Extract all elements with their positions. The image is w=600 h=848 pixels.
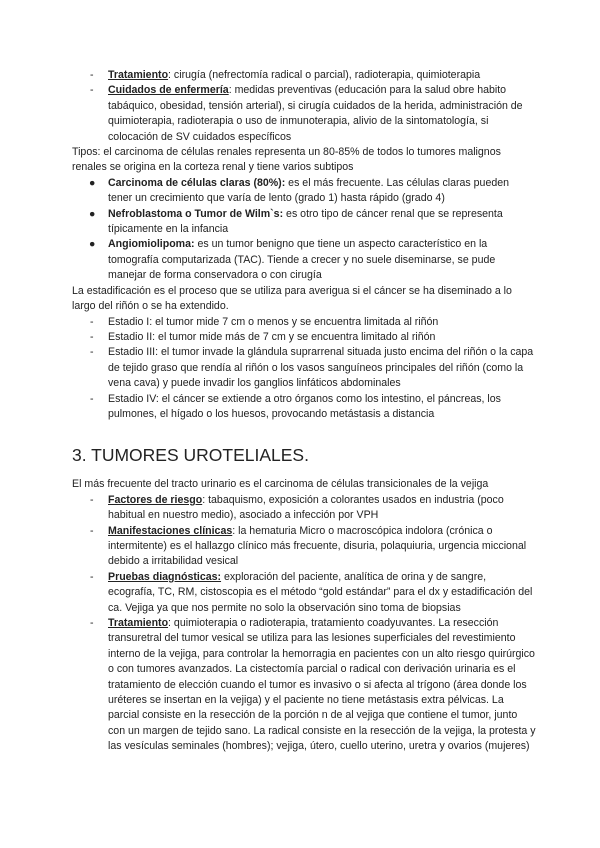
list-item — [72, 315, 536, 330]
list-item — [72, 207, 536, 238]
list-item — [72, 524, 536, 570]
tipos-intro: Tipos: el carcinoma de células renales representa un 80-85% de todos lo tumores malignos renales se origina en la corteza renal y tiene varios subtipos — [72, 146, 501, 174]
dash-marker: - — [90, 84, 94, 97]
item-text: : la hematuria Micro o macroscópica indolora (crónica o intermitente) es el hallazgo clínico más frecuente, disuria, polaquiuria, urgencia miccional debido a irritabilidad vesical — [108, 524, 527, 568]
list-item — [72, 345, 536, 391]
item-label: Tratamiento — [108, 69, 169, 81]
item-text: Estadio IV: el cáncer se extiende a otro órganos como los intestino, el páncreas, los pulmones, el hígado o los huesos, provocando metástasis a distancia — [108, 392, 501, 420]
item-text: es otro tipo de cáncer renal que se representa típicamente en la infancia — [108, 207, 503, 236]
estadificacion-intro: La estadificación es el proceso que se utiliza para averigua si el cáncer se ha diseminado a lo largo del riñón o se ha extendido. — [72, 284, 512, 313]
item-label: Pruebas diagnósticas: — [108, 570, 222, 583]
dash-marker: - — [90, 493, 94, 506]
item-text: exploración del paciente, analítica de orina y de sangre, ecografía, TC, RM, cistoscopia es el método “gold estándar” para el dx y estadificación del ca. Vejiga ya que nos permite no solo la observación sino toma de biopsias — [108, 570, 533, 614]
list-item — [72, 237, 536, 283]
item-label: Carcinoma de células claras (80%): — [108, 176, 286, 189]
item-text: Estadio I: el tumor mide 7 cm o menos y se encuentra limitada al riñón — [108, 315, 439, 328]
bullet-icon: ● — [89, 207, 96, 220]
dash-marker: - — [90, 315, 94, 328]
dash-marker: - — [90, 392, 94, 405]
section-heading: 3. TUMORES UROTELIALES. — [72, 445, 309, 466]
item-text: es un tumor benigno que tiene un aspecto característico en la tomografía computarizada (TAC). Tiende a crecer y no suele diseminarse, se pude manejar de forma conservadora o con cirugía — [108, 238, 496, 282]
item-label: Nefroblastoma o Tumor de Wilm`s: — [108, 207, 284, 220]
item-text: Estadio II: el tumor mide más de 7 cm y se encuentra limitado al riñón — [108, 330, 436, 343]
dash-marker: - — [90, 330, 94, 343]
list-item — [72, 570, 536, 616]
item-text: : quimioterapia o radioterapia, tratamiento coadyuvantes. La resección transuretral del tumor vesical se utiliza para las lesiones superficiales del revestimiento interno de la vejiga, para controlar la hemorragia en pacientes con un alto riesgo quirúrgico o con tumores avanzados. La cistectomía parcial o radical con derivación urinaria es el tratamiento de elección cuando el tumor es invasivo o si afecta al trígono (área donde los uréteres se insertan en la vejiga) y el paciente no tiene metástasis extra pélvicas. La parcial consiste en la resección de la porción n de al vejiga que contiene el tumor, junto con un margen de tejido sano. La radical consiste en la resección de la vejiga, la protesta y las vesículas seminales (hombres); vejiga, útero, cuello uterino, uretra y ovarios (mujeres) — [108, 617, 536, 753]
dash-marker: - — [90, 524, 94, 537]
list-item — [72, 330, 536, 345]
item-label: Tratamiento — [108, 617, 169, 629]
document-page — [72, 68, 536, 755]
list-item — [72, 493, 536, 524]
bullet-icon: ● — [89, 176, 96, 189]
item-label: Manifestaciones clínicas — [108, 524, 233, 537]
item-text: : cirugía (nefrectomía radical o parcial), radioterapia, quimioterapia — [168, 69, 481, 81]
item-text: Estadio III: el tumor invade la glándula suprarrenal situada justo encima del riñón o la capa de tejido graso que rendía al riñón o los vasos sanguíneos principales del riñón (como la vena cava) y puede invadir los ganglios linfáticos abdominales — [108, 346, 534, 390]
item-label: Cuidados de enfermería — [108, 84, 229, 97]
list-item — [72, 176, 536, 207]
dash-marker: - — [90, 617, 94, 629]
list-item — [72, 392, 536, 423]
item-label: Factores de riesgo — [108, 493, 203, 506]
item-text: : tabaquismo, exposición a colorantes usados en industria (poco habitual en nuestro medio), asociado a infección por VPH — [108, 493, 504, 522]
dash-marker: - — [90, 346, 94, 359]
list-item — [72, 68, 536, 83]
item-text: : medidas preventivas (educación para la salud obre habito tabáquico, obesidad, tensión arterial), si cirugía cuidados de la herida, administración de quimioterapia, radioterapia o uso de inmunoterapia, alivio de la sintomatología, si colocación de SV cuidados específicos — [108, 84, 523, 143]
item-text: es el más frecuente. Las células claras pueden tener un crecimiento que varía de lento (grado 1) hasta rápido (grado 4) — [108, 176, 510, 205]
bullet-icon: ● — [89, 238, 96, 251]
section-intro: El más frecuente del tracto urinario es el carcinoma de células transicionales de la vejiga — [72, 478, 489, 491]
item-label: Angiomiolipoma: — [108, 238, 195, 251]
dash-marker: - — [90, 570, 94, 583]
list-item — [72, 83, 536, 145]
list-item — [72, 616, 536, 755]
dash-marker: - — [90, 69, 94, 81]
